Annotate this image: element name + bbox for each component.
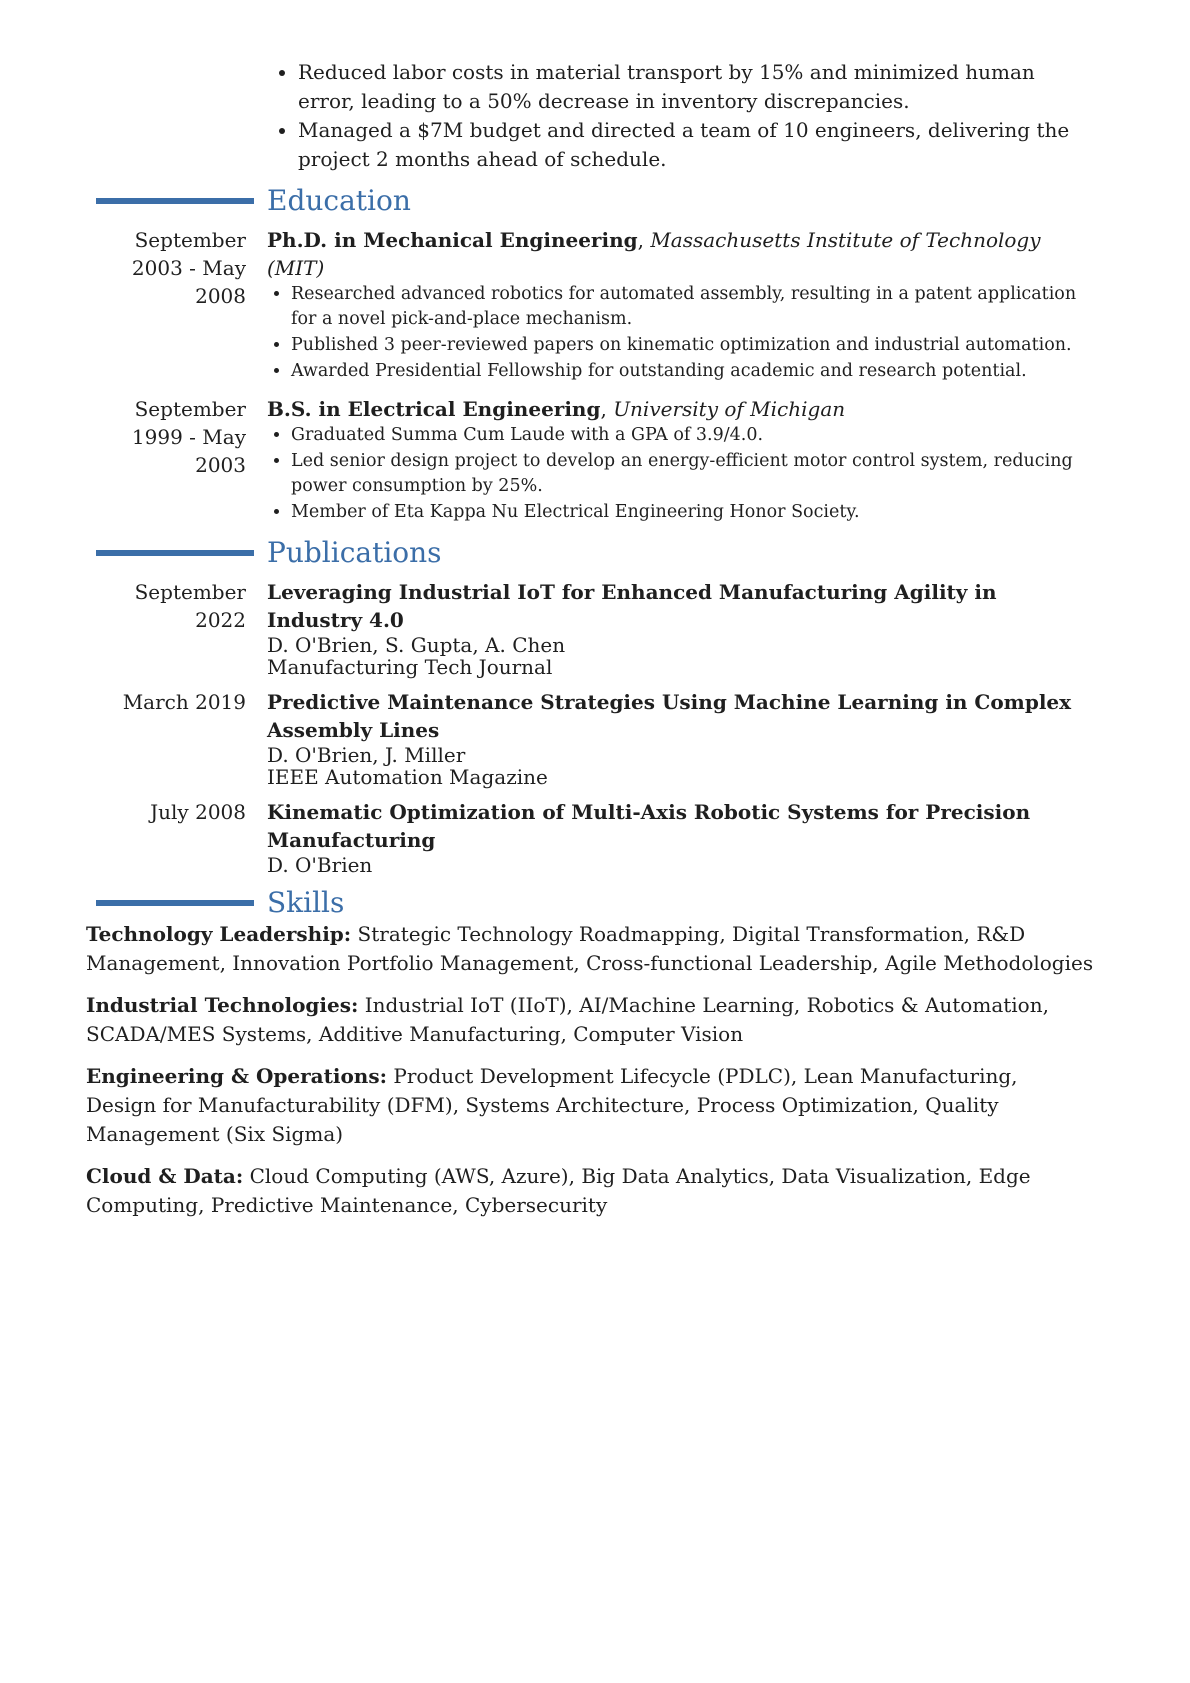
- entry-body: [267, 798, 1094, 876]
- publication-authors: D. O'Brien, S. Gupta, A. Chen: [267, 633, 566, 657]
- degree: B.S. in Electrical Engineering: [267, 397, 601, 421]
- entry-bullet: • Member of Eta Kappa Nu Electrical Engineering Honor Society.: [291, 500, 1094, 525]
- separator: ,: [600, 397, 614, 421]
- entry-bullet: • Researched advanced robotics for automated assembly, resulting in a patent application for a novel pick-and-place mechanism.: [291, 282, 1094, 332]
- publications-section-heading: [86, 536, 1094, 572]
- publication-entry: [86, 688, 1094, 788]
- degree: Ph.D. in Mechanical Engineering: [267, 228, 638, 252]
- publication-venue: Manufacturing Tech Journal: [267, 655, 553, 679]
- section-rule: [96, 198, 254, 204]
- section-rule: [96, 900, 254, 906]
- entry-body: [267, 688, 1094, 788]
- entry-head: [267, 226, 1094, 282]
- entry-bullet: • Published 3 peer-reviewed papers on kinematic optimization and industrial automation.: [291, 333, 1094, 358]
- education-entry: [86, 226, 1094, 385]
- skills-list: [86, 920, 1094, 1220]
- publication-venue: IEEE Automation Magazine: [267, 765, 548, 789]
- skill-text: Strategic Technology Roadmapping, Digital Transformation, R&D Management, Innovation Portfolio Management, Cross-functional Leadership, Agile Methodologies: [86, 922, 1094, 975]
- education-section-heading: [86, 184, 1094, 220]
- publication-entry: [86, 798, 1094, 876]
- publication-authors: D. O'Brien: [267, 853, 373, 877]
- skills-section-heading: [86, 886, 1094, 922]
- school: University of Michigan: [613, 397, 846, 421]
- entry-bullet: • Awarded Presidential Fellowship for outstanding academic and research potential.: [291, 359, 1094, 384]
- entry-date: September 2003 - May 2008: [131, 228, 246, 308]
- skill-label: Industrial Technologies:: [86, 993, 359, 1017]
- experience-bullet: • Reduced labor costs in material transport by 15% and minimized human error, leading to a 50% decrease in inventory discrepancies.: [298, 58, 1094, 116]
- entry-date: March 2019: [122, 690, 246, 714]
- publication-title: Kinematic Optimization of Multi-Axis Robotic Systems for Precision Manufacturing: [267, 800, 1031, 852]
- skill-group: [86, 920, 1094, 978]
- entry-date: September 1999 - May 2003: [131, 397, 246, 477]
- skill-label: Cloud & Data:: [86, 1164, 244, 1188]
- education-title: Education: [267, 184, 411, 217]
- entry-body: [267, 395, 1094, 526]
- publications-title: Publications: [267, 536, 442, 569]
- entry-date: September 2022: [134, 580, 246, 632]
- skill-group: [86, 1162, 1094, 1220]
- entry-body: [267, 578, 1094, 678]
- skill-text: Cloud Computing (AWS, Azure), Big Data Analytics, Data Visualization, Edge Computing, Predictive Maintenance, Cybersecurity: [86, 1164, 1031, 1217]
- entry-body: [267, 226, 1094, 385]
- skills-title: Skills: [267, 886, 345, 919]
- experience-bullet: • Managed a $7M budget and directed a team of 10 engineers, delivering the project 2 months ahead of schedule.: [298, 116, 1094, 174]
- entry-date: July 2008: [150, 800, 246, 824]
- publication-authors: D. O'Brien, J. Miller: [267, 743, 466, 767]
- skill-text: Industrial IoT (IIoT), AI/Machine Learning, Robotics & Automation, SCADA/MES Systems, Additive Manufacturing, Computer Vision: [86, 993, 1049, 1046]
- school: Massachusetts Institute of Technology (MIT): [267, 228, 1041, 280]
- skill-text: Product Development Lifecycle (PDLC), Lean Manufacturing, Design for Manufacturability (DFM), Systems Architecture, Process Optimization, Quality Management (Six Sigma): [86, 1064, 1018, 1146]
- skill-group: [86, 1062, 1094, 1149]
- education-entry: [86, 395, 1094, 526]
- experience-bullet-list: [268, 58, 1094, 174]
- skill-label: Technology Leadership:: [86, 922, 352, 946]
- publication-entry: [86, 578, 1094, 678]
- entry-bullet-list: [267, 282, 1094, 384]
- publication-title: Predictive Maintenance Strategies Using Machine Learning in Complex Assembly Lines: [267, 690, 1072, 742]
- entry-bullet-list: [267, 423, 1094, 525]
- skill-label: Engineering & Operations:: [86, 1064, 387, 1088]
- separator: ,: [637, 228, 651, 252]
- section-rule: [96, 550, 254, 556]
- entry-bullet: • Led senior design project to develop an energy-efficient motor control system, reducing power consumption by 25%.: [291, 449, 1094, 499]
- skill-group: [86, 991, 1094, 1049]
- entry-head: [267, 395, 1094, 423]
- publication-title: Leveraging Industrial IoT for Enhanced Manufacturing Agility in Industry 4.0: [267, 580, 997, 632]
- entry-bullet: • Graduated Summa Cum Laude with a GPA of 3.9/4.0.: [291, 423, 1094, 448]
